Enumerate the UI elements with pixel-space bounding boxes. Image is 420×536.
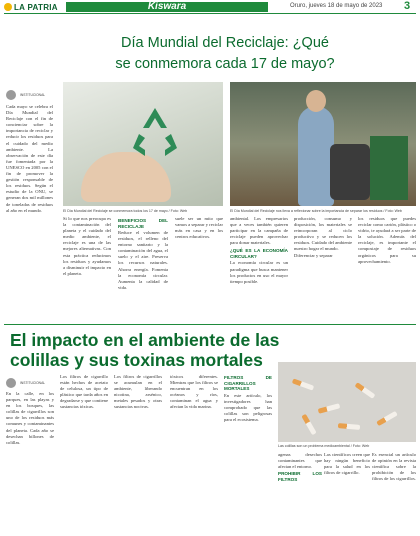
story2-col-d-text: En este artículo, los investigadores han comprobado que las colillas son peligrosas para el ecosistema. [224, 392, 272, 422]
author-name: INSTITUCIONAL [20, 93, 46, 98]
section-divider [4, 324, 416, 325]
cigarette-butt [318, 403, 341, 414]
story1-col-e [294, 216, 352, 259]
author-avatar [6, 378, 16, 388]
story1-headline-line1: Día Mundial del Reciclaje: ¿Qué [121, 35, 329, 51]
newspaper-logo[interactable] [4, 2, 66, 12]
person-head [306, 90, 326, 112]
story1-col-left-text: Cada mayo se celebra el Día Mundial del Reciclaje con el fin de concienciar sobre la importancia de reciclar y reducir los residuos para el cuidado del medio ambiente. La observación de este día fue fomentada por la UNESCO en 2005 con el fin de promover la gestión responsable de los residuos. Según el estudio de la ONU, se generan dos mil millones de toneladas de residuos al año en el mundo. [6, 104, 53, 213]
story1-col-a: Si lo que nos preocupa es la contaminación del planeta y el cuidado del medio ambiente, el reciclaje es una de las mejores alternativas. Con esta práctica reducimos los residuos y ayudamos a disminuir el impacto en el planeta. [63, 216, 111, 276]
story1-photo-person[interactable] [230, 82, 416, 206]
section-band [66, 2, 268, 12]
logo-text: LA PATRIA [14, 2, 58, 12]
story1-col-d [230, 216, 288, 285]
author-avatar [6, 90, 16, 100]
story2-col-e-text: agenas desechos contaminantes que afectan el entorno. [278, 452, 322, 470]
dateline: Oruro, jueves 18 de mayo de 2023 [290, 3, 383, 9]
story2-col-b: Los filtros de cigarrillos se acumulan en el ambiente, liberando nicotina, arsénico, metales pesados y otras sustancias nocivas. [114, 374, 162, 410]
story2-headline-line1: El impacto en el ambiente de las [10, 330, 280, 350]
story2-subhead-filters: FILTROS DE CIGARRILLOS MORTALES [224, 375, 272, 391]
story2-col-e [278, 452, 322, 483]
story1-col-b-text: Reduce el volumen de residuos, el relleno del entorno sanitario y la contaminación del agua, el suelo y el aire. Preserva los recursos naturales. Ahorra energía. Fomenta la economía circular. Aumenta la calidad de vida. [118, 230, 168, 290]
recycling-bin [370, 136, 408, 200]
trash-bag [330, 144, 370, 200]
story1-byline [6, 86, 52, 104]
story2-photo-caption: Las colillas son un problema medioambiental / Foto: Web [278, 444, 370, 448]
story1-subhead-benefits: BENEFICIOS DEL RECICLAJE [118, 218, 168, 229]
story1-col-d2-text: La economía circular es un paradigma que busca mantener los productos en uso el mayor tiempo posible. [230, 260, 288, 284]
story2-col-c: tóxicos diferentes. Mientras que los filtros se encuentran en los océanos y ríos, contaminan el agua y afectan la vida marina. [170, 374, 218, 410]
story1-photo2-caption: El Día Mundial del Reciclaje nos lleva a reflexionar sobre la importancia de separar los residuos / Foto: Web [230, 209, 402, 213]
section-name: Kiswara [147, 1, 187, 12]
author-name: INSTITUCIONAL [20, 381, 46, 386]
story1-col-left [6, 104, 53, 214]
story1-headline[interactable] [60, 33, 390, 75]
story1-col-e2-text: Diferenciar y separar [294, 252, 333, 258]
cigarette-butt [292, 378, 314, 390]
story2-headline-line2: colillas y sus toxinas mortales [10, 350, 263, 370]
story1-col-b [118, 216, 168, 291]
page-number: 3 [404, 0, 411, 12]
top-rule [4, 13, 416, 14]
story1-col-e-text: producción, consumo y disposición, los materiales se reincorporan al ciclo productivo y se reducen los residuos. Cuidado del ambiente nuestro hogar el mundo. [294, 216, 352, 252]
story1-col-d-text: ambiental. Los empresarios que a veces también quieren participar en la campaña de reciclaje pueden aprovechar para donar materiales. [230, 216, 288, 246]
story1-headline-line2: se conmemora cada 17 de mayo? [115, 56, 335, 72]
cigarette-butt [338, 423, 360, 430]
story1-col-f: los residuos que puedes reciclar como cartón, plástico o vidrio, te ayudará a ser parte de la solución. Además del reciclaje, es importante el compostaje de residuos orgánicos para su aprovechamiento. [358, 216, 416, 264]
story1-col-c: suele ser un mito que vamos a separar y reciclar más en casa y en los centros educativos. [175, 216, 223, 240]
cigarette-butt [355, 382, 376, 399]
cigarette-butt [376, 411, 398, 426]
sun-icon [4, 3, 12, 11]
recycle-icon [125, 102, 185, 162]
story1-subhead-circular: ¿QUÉ ES LA ECONOMÍA CIRCULAR? [230, 248, 288, 259]
story2-col-f: Las científicos creen que hay ningún beneficio para la salud en los filtros de cigarrillo. [324, 452, 370, 476]
story2-col-g: Es esencial un artículo de opinión en la revista científica sobre la prohibición de los filtros de los cigarrillos. [372, 452, 416, 482]
person-body [298, 106, 334, 206]
story1-photo-recycle[interactable] [63, 82, 223, 206]
story2-subhead-ban: PROHIBIR LOS FILTROS [278, 471, 322, 482]
cigarette-butt [301, 414, 316, 436]
story2-col-d [224, 374, 272, 423]
story2-col-a: Los filtros de cigarrillo están hechos de acetato de celulosa, un tipo de plástico que tarda años en degradarse y que contiene sustancias tóxicas. [60, 374, 108, 410]
story2-byline [6, 374, 56, 392]
story2-col-left: En la calle, en los parques, en las playas y en los bosques, las colillas de cigarrillos son uno de los residuos más comunes y contaminantes del planeta. Cada año se desechan billones de colillas. [6, 391, 54, 445]
story2-photo-cigarettes[interactable] [278, 362, 416, 442]
story1-photo1-caption: El Día Mundial del Reciclaje se conmemora todos los 17 de mayo / Foto: Web [63, 209, 188, 213]
